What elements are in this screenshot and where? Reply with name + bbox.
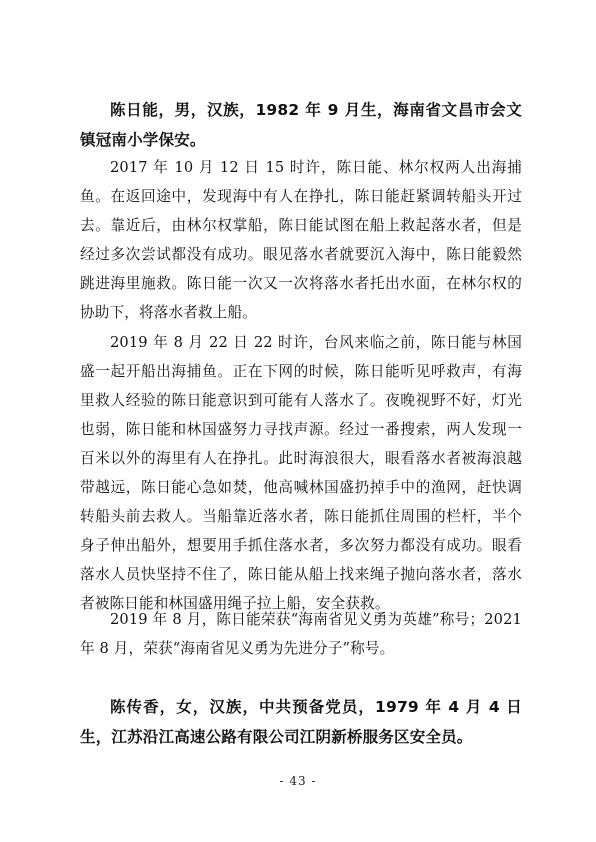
paragraph-2017-rescue: 2017 年 10 月 12 日 15 时许，陈日能、林尔权两人出海捕鱼。在返回途中，发现海中有人在挣扎，陈日能赶紧调转船头开过去。靠近后，由林尔权掌船，陈日能试图在船上救起落水者，但是经过多次尝试都没有成功。眼见落水者就要沉入海中，陈日能毅然跳进海里施救。陈日能一次又一次将落水者托出水面，在林尔权的协助下，将落水者救上船。: [80, 159, 522, 321]
paragraph-2019-rescue: 2019 年 8 月 22 日 22 时许，台风来临之前，陈日能与林国盛一起开船出海捕鱼。正在下网的时候，陈日能听见呼救声，有海里救人经验的陈日能意识到可能有人落水了。夜晚视野不好，灯光也弱，陈日能和林国盛努力寻找声源。经过一番搜索，两人发现一百米以外的海里有人在挣扎。此时海浪很大，眼看落水者被海浪越带越远，陈日能心急如焚，他高喊林国盛扔掉手中的渔网，赶快调转船头前去救人。当船靠近落水者，陈日能抓住周围的栏杆，半个身子伸出船外，想要用手抓住落水者，多次努力都没有成功。眼看落水人员快坚持不住了，陈日能从船上找来绳子抛向落水者，落水者被陈日能和林国盛用绳子拉上船，安全获救。: [80, 334, 522, 612]
page-number: - 43 -: [279, 774, 317, 788]
person-heading-chen-rineng: 陈日能，男，汉族，1982 年 9 月生，海南省文昌市会文镇冠南小学保安。: [80, 101, 522, 149]
paragraph-honors: 2019 年 8 月，陈日能荣获“海南省见义勇为英雄”称号；2021 年 8 月，荣获“海南省见义勇为先进分子”称号。: [80, 611, 522, 657]
person-heading-chen-chuanxiang: 陈传香，女，汉族，中共预备党员，1979 年 4 月 4 日生，江苏沿江高速公路有限公司江阴新桥服务区安全员。: [80, 698, 522, 746]
